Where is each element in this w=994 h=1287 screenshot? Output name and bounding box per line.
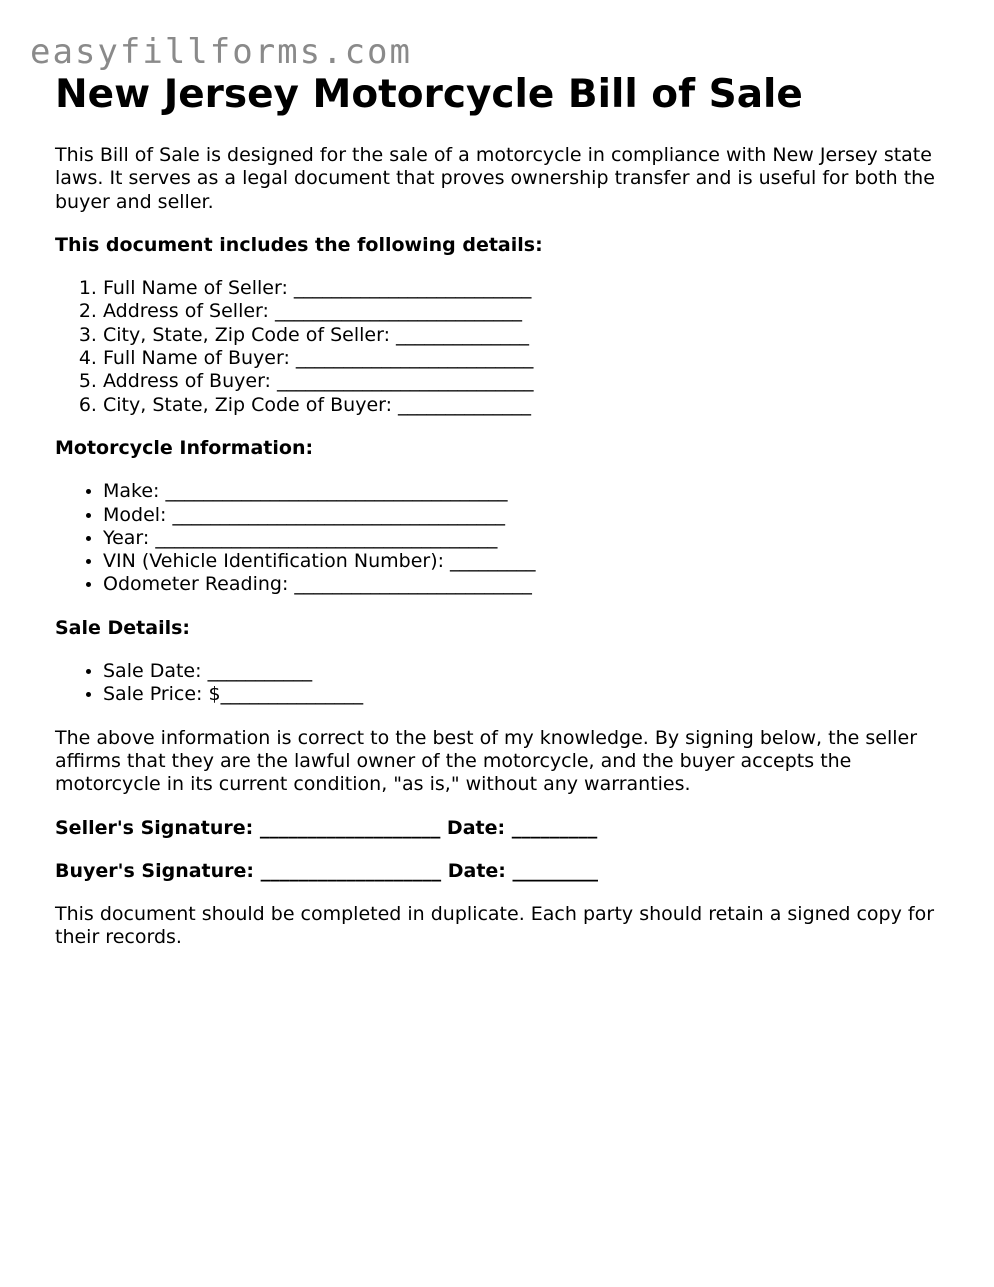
details-heading: This document includes the following details: xyxy=(55,233,543,256)
list-item-sale-date: • Sale Date: ___________ xyxy=(103,660,945,683)
list-item-odometer: • Odometer Reading: _________________________ xyxy=(103,573,945,596)
document-body xyxy=(55,72,945,950)
motorcycle-heading: Motorcycle Information: xyxy=(55,436,314,459)
list-item-sale-price: • Sale Price: $_______________ xyxy=(103,683,945,706)
list-item-model: • Model: ___________________________________ xyxy=(103,504,945,527)
intro-paragraph: This Bill of Sale is designed for the sale of a motorcycle in compliance with New Jersey state laws. It serves as a legal document that proves ownership transfer and is useful for both the buyer and seller. xyxy=(55,144,935,213)
watermark: easyfillforms.com xyxy=(30,32,412,72)
motorcycle-list xyxy=(55,480,945,596)
document-title: New Jersey Motorcycle Bill of Sale xyxy=(55,72,803,117)
buyer-signature-line: Buyer's Signature: ___________________ Date: _________ xyxy=(55,859,599,882)
affirmation-paragraph: The above information is correct to the best of my knowledge. By signing below, the seller affirms that they are the lawful owner of the motorcycle, and the buyer accepts the motorcycle in its current condition, "as is," without any warranties. xyxy=(55,726,918,796)
list-item-seller-name: 1. Full Name of Seller: _________________________ xyxy=(103,277,945,300)
list-item-buyer-city: 6. City, State, Zip Code of Buyer: ______________ xyxy=(103,394,945,417)
sale-list xyxy=(55,660,945,707)
details-list xyxy=(55,277,945,417)
list-item-vin: • VIN (Vehicle Identification Number): _________ xyxy=(103,550,945,573)
list-item-seller-city: 3. City, State, Zip Code of Seller: ______________ xyxy=(103,324,945,347)
sale-heading: Sale Details: xyxy=(55,616,191,639)
list-item-buyer-name: 4. Full Name of Buyer: _________________________ xyxy=(103,347,945,370)
seller-signature-line: Seller's Signature: ___________________ Date: _________ xyxy=(55,816,598,839)
list-item-buyer-address: 5. Address of Buyer: ___________________________ xyxy=(103,370,945,393)
list-item-make: • Make: ____________________________________ xyxy=(103,480,945,503)
list-item-year: • Year: ____________________________________ xyxy=(103,527,945,550)
closing-paragraph: This document should be completed in duplicate. Each party should retain a signed copy for their records. xyxy=(55,903,935,949)
list-item-seller-address: 2. Address of Seller: __________________________ xyxy=(103,300,945,323)
